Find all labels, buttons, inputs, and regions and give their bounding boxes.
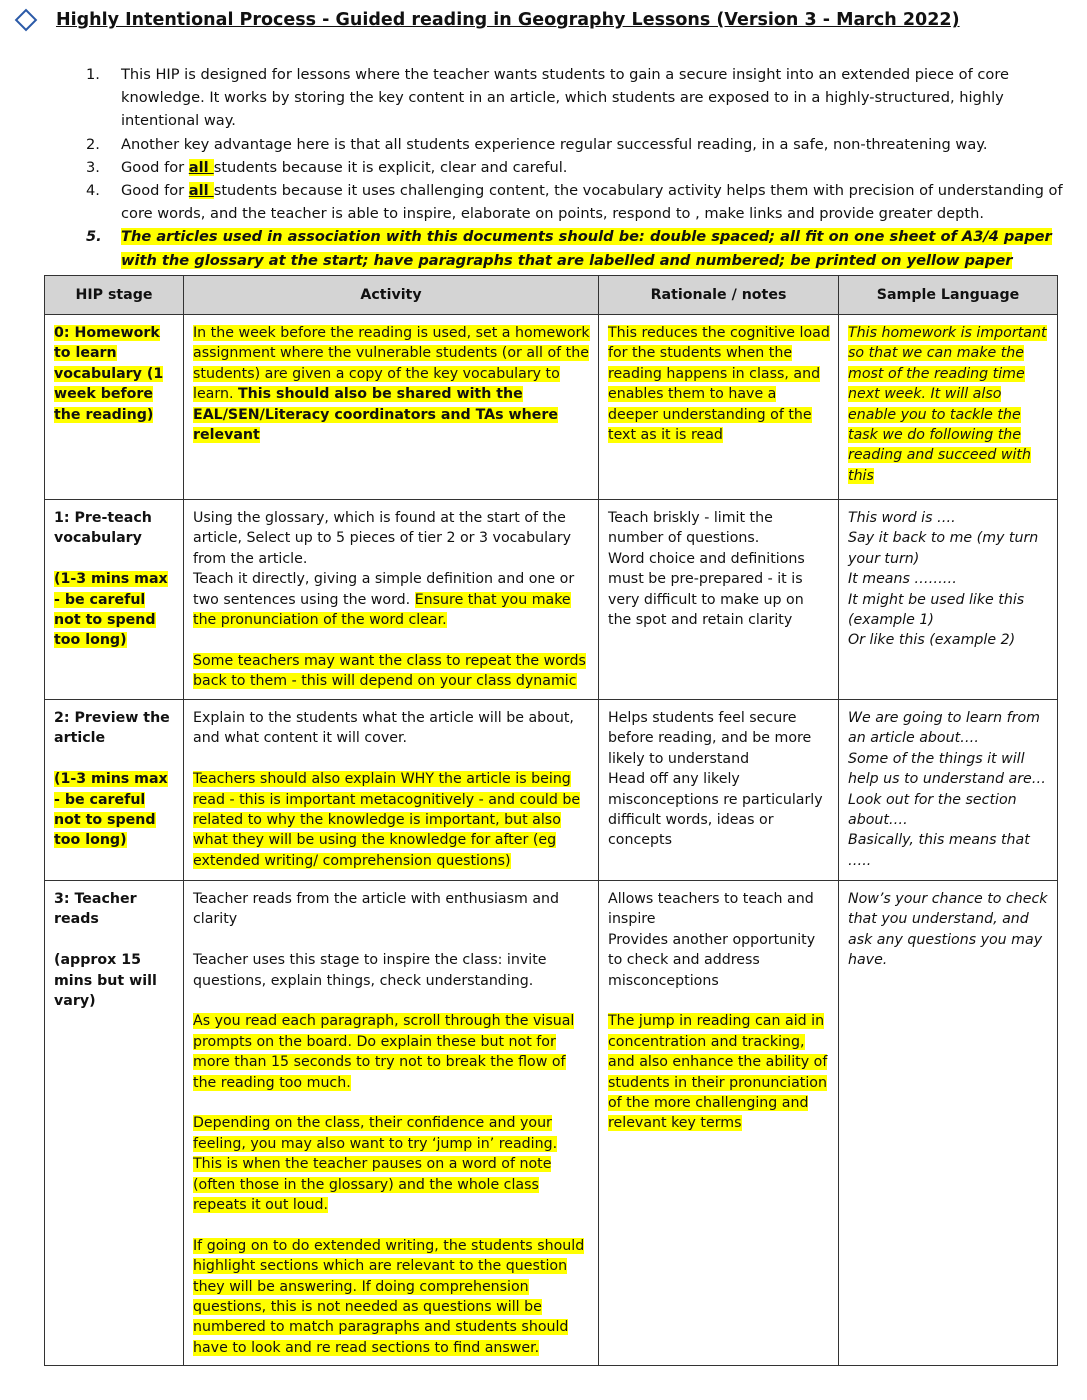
table-row xyxy=(45,881,1058,1366)
intro-item-4: 4. Good for all students because it uses challenging content, the vocabulary activity helps them with precision of understanding of core words, and the teacher is able to inspire, elaborate on points, respond to , make links and provide greater depth. xyxy=(86,182,1063,223)
stage-cell: 1: Pre-teach vocabulary (1-3 mins max - be careful not to spend too long) xyxy=(45,500,184,700)
stage-cell: 2: Preview the article (1-3 mins max - be careful not to spend too long) xyxy=(45,700,184,881)
table-row xyxy=(45,315,1058,500)
rationale-cell: This reduces the cognitive load for the students when the reading happens in class, and enables them to have a deeper understanding of the text as it is read xyxy=(599,315,839,500)
activity-cell: Using the glossary, which is found at the start of the article, Select up to 5 pieces of tier 2 or 3 vocabulary from the article. Teach it directly, giving a simple definition and one or two sentences using the word. Ensure that you make the pronunciation of the word clear. Some teachers may want the class to repeat the words back to them - this will depend on your class dynamic xyxy=(184,500,599,700)
stage-cell: 0: Homework to learn vocabulary (1 week before the reading) xyxy=(45,315,184,500)
header-hip-stage: HIP stage xyxy=(45,276,184,315)
rationale-cell: Allows teachers to teach and inspire Provides another opportunity to check and address misconceptions The jump in reading can aid in concentration and tracking, and also enhance the ability of students in their pronunciation of the more challenging and relevant key terms xyxy=(599,881,839,1366)
header-rationale: Rationale / notes xyxy=(599,276,839,315)
rationale-cell: Helps students feel secure before reading, and be more likely to understand Head off any likely misconceptions re particularly difficult words, ideas or concepts xyxy=(599,700,839,881)
header-sample-language: Sample Language xyxy=(839,276,1058,315)
header-activity: Activity xyxy=(184,276,599,315)
sample-cell: Now’s your chance to check that you understand, and ask any questions you may have. xyxy=(839,881,1058,1366)
intro-item-1: 1. This HIP is designed for lessons where the teacher wants students to gain a secure insight into an extended piece of core knowledge. It works by storing the key content in an article, which students are exposed to in a highly-structured, highly intentional way. xyxy=(86,66,1009,130)
intro-item-2: 2. Another key advantage here is that all students experience regular successful reading, in a safe, non-threatening way. xyxy=(86,135,988,153)
diamond-bullet-icon xyxy=(15,9,38,32)
activity-cell: Explain to the students what the article will be about, and what content it will cover. Teachers should also explain WHY the article is being read - this is important metacognitively - and could be related to why the knowledge is important, but also what they will be using the knowledge for after (eg extended writing/ comprehension questions) xyxy=(184,700,599,881)
activity-cell: Teacher reads from the article with enthusiasm and clarity Teacher uses this stage to inspire the class: invite questions, explain things, check understanding. As you read each paragraph, scroll through the visual prompts on the board. Do explain these but not for more than 15 seconds to try not to break the flow of the reading too much. Depending on the class, their confidence and your feeling, you may also want to try ‘jump in’ reading. This is when the teacher pauses on a word of note (often those in the glossary) and the whole class repeats it out loud. If going on to do extended writing, the students should highlight sections which are relevant to the question they will be answering. If doing comprehension questions, this is not needed as questions will be numbered to match paragraphs and students should have to look and re read sections to find answer. xyxy=(184,881,599,1366)
table-row xyxy=(45,700,1058,881)
table-row xyxy=(45,500,1058,700)
sample-cell: We are going to learn from an article about…. Some of the things it will help us to understand are… Look out for the section about…. Basically, this means that ….. xyxy=(839,700,1058,881)
document-title: Highly Intentional Process - Guided reading in Geography Lessons (Version 3 - March 2022) xyxy=(56,10,960,30)
sample-cell: This homework is important so that we can make the most of the reading time next week. It will also enable you to tackle the task we do following the reading and succeed with this xyxy=(839,315,1058,500)
table-header-row xyxy=(45,276,1058,315)
stage-cell: 3: Teacher reads (approx 15 mins but will vary) xyxy=(45,881,184,1366)
intro-item-3: 3. Good for all students because it is explicit, clear and careful. xyxy=(86,158,568,176)
title-row xyxy=(14,10,960,30)
intro-list xyxy=(86,63,1066,295)
activity-cell: In the week before the reading is used, set a homework assignment where the vulnerable students (or all of the students) are given a copy of the key vocabulary to learn. This should also be shared with the EAL/SEN/Literacy coordinators and TAs where relevant xyxy=(184,315,599,500)
intro-item-5: 5. The articles used in association with this documents should be: double spaced; all fit on one sheet of A3/4 paper with the glossary at the start; have paragraphs that are labelled and numbered; be printed on yellow paper xyxy=(86,225,1066,295)
sample-cell: This word is …. Say it back to me (my turn your turn) It means ……… It might be used like this (example 1) Or like this (example 2) xyxy=(839,500,1058,700)
rationale-cell: Teach briskly - limit the number of questions. Word choice and definitions must be pre-prepared - it is very difficult to make up on the spot and retain clarity xyxy=(599,500,839,700)
hip-table xyxy=(44,275,1058,1366)
